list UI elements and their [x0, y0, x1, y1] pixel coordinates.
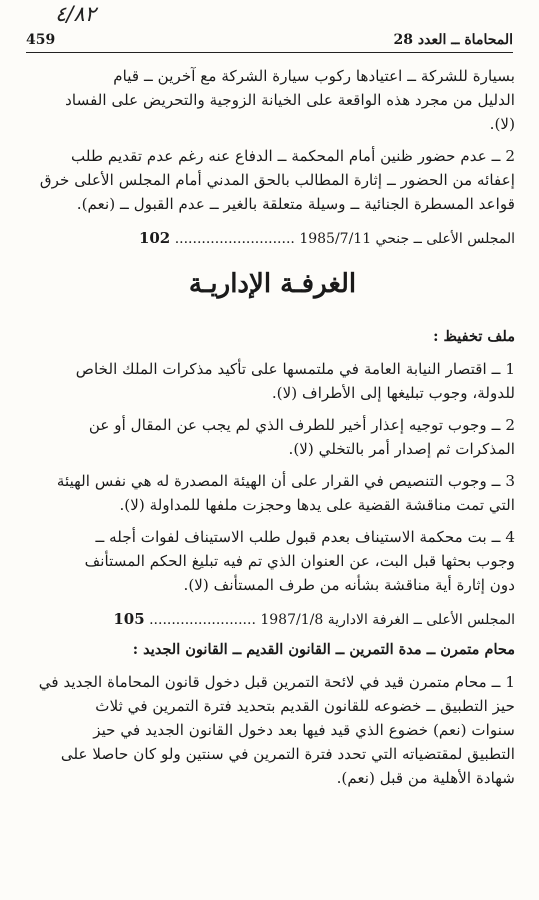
- text-line: إعفائه من الحضور ــ إثارة المطالب بالحق المدني أمام المجلس الأعلى خرق: [39, 171, 515, 189]
- section-title: الغرفـة الإداريـة: [188, 269, 357, 299]
- handwritten-mark: ٤/٨٢: [55, 2, 96, 26]
- text-line: حيز التطبيق ــ خضوعه للقانون القديم بتحديد فترة التمرين في ثلاث: [95, 697, 515, 715]
- text-line: المذكرات ثم إصدار أمر بالتخلي (لا).: [288, 440, 515, 458]
- case-block-3: [30, 638, 515, 790]
- text-line: 2 ــ وجوب توجيه إعذار أخير للطرف الذي لم يجب عن المقال أو عن: [88, 416, 515, 434]
- text-line: التي تمت مناقشة القضية على يدها وحجزت ملفها للمداولة (لا).: [119, 496, 515, 514]
- text-line: سنوات (نعم) خضوع الذي قيد فيها بعد دخول القانون الجديد في حيز: [93, 721, 515, 739]
- text-line: بسيارة للشركة ــ اعتيادها ركوب سيارة الشركة مع آخرين ــ قيام: [113, 67, 515, 85]
- list-item: [30, 413, 515, 461]
- text-line: (لا).: [489, 115, 515, 133]
- case-block-1: [30, 64, 515, 251]
- text-line: وجوب بحثها قبل البت، عن العنوان الذي تم فيه تبليغ الحكم المستأنف: [84, 552, 515, 570]
- topic-heading: محام متمرن ــ مدة التمرين ــ القانون القديم ــ القانون الجديد :: [132, 641, 515, 658]
- text-line: 1 ــ اقتصار النيابة العامة في ملتمسها على تأكيد مذكرات الملك الخاص: [75, 360, 515, 378]
- reference-number: 105: [113, 610, 145, 628]
- list-item: [30, 357, 515, 405]
- case-reference: [30, 226, 515, 251]
- list-item: [30, 525, 515, 597]
- case-block-2: [30, 325, 515, 632]
- list-item: [30, 469, 515, 517]
- text-line: 3 ــ وجوب التنصيص في القرار على أن الهيئة المصدرة له هي نفس الهيئة: [56, 472, 515, 490]
- reference-text: المجلس الأعلى ــ جنحي 1985/7/11 ...........................: [174, 231, 515, 247]
- text-line: التطبيق لمقتضياته التي تحدد فترة التمرين في سنتين ولو كان حاصلا على: [60, 745, 515, 763]
- text-line: شهادة الأهلية من قبل (نعم).: [336, 769, 515, 787]
- text-line: الدليل من مجرد هذه الواقعة على الخيانة الزوجية والتحريض على الفساد: [65, 91, 515, 109]
- list-item: [30, 144, 515, 216]
- text-line: قواعد المسطرة الجنائية ــ وسيلة متعلقة بالغير ــ عدم القبول ــ (نعم).: [76, 195, 515, 213]
- text-line: دون إثارة أية مناقشة بشأنه من طرف المستأنف (لا).: [183, 576, 515, 594]
- case-reference: [30, 607, 515, 632]
- text-line: 2 ــ عدم حضور ظنين أمام المحكمة ــ الدفاع عنه رغم عدم تقديم طلب: [71, 147, 515, 165]
- page-header: [26, 30, 513, 53]
- journal-title: المحاماة ــ العدد 28: [393, 32, 513, 48]
- reference-text: المجلس الأعلى ــ الغرفة الادارية 1987/1/8 ........................: [149, 612, 515, 628]
- text-line: للدولة، وجوب تبليغها إلى الأطراف (لا).: [271, 384, 515, 402]
- text-line: 4 ــ بت محكمة الاستيناف بعدم قبول طلب الاستيناف لفوات أجله ــ: [95, 528, 515, 546]
- page-content: [30, 64, 515, 790]
- reference-number: 102: [138, 229, 171, 247]
- list-item: [30, 670, 515, 790]
- text-line: 1 ــ محام متمرن قيد في لائحة التمرين قبل دخول قانون المحاماة الجديد في: [38, 673, 515, 691]
- page-number: 459: [26, 32, 56, 48]
- topic-heading: ملف تخفيظ :: [433, 328, 515, 345]
